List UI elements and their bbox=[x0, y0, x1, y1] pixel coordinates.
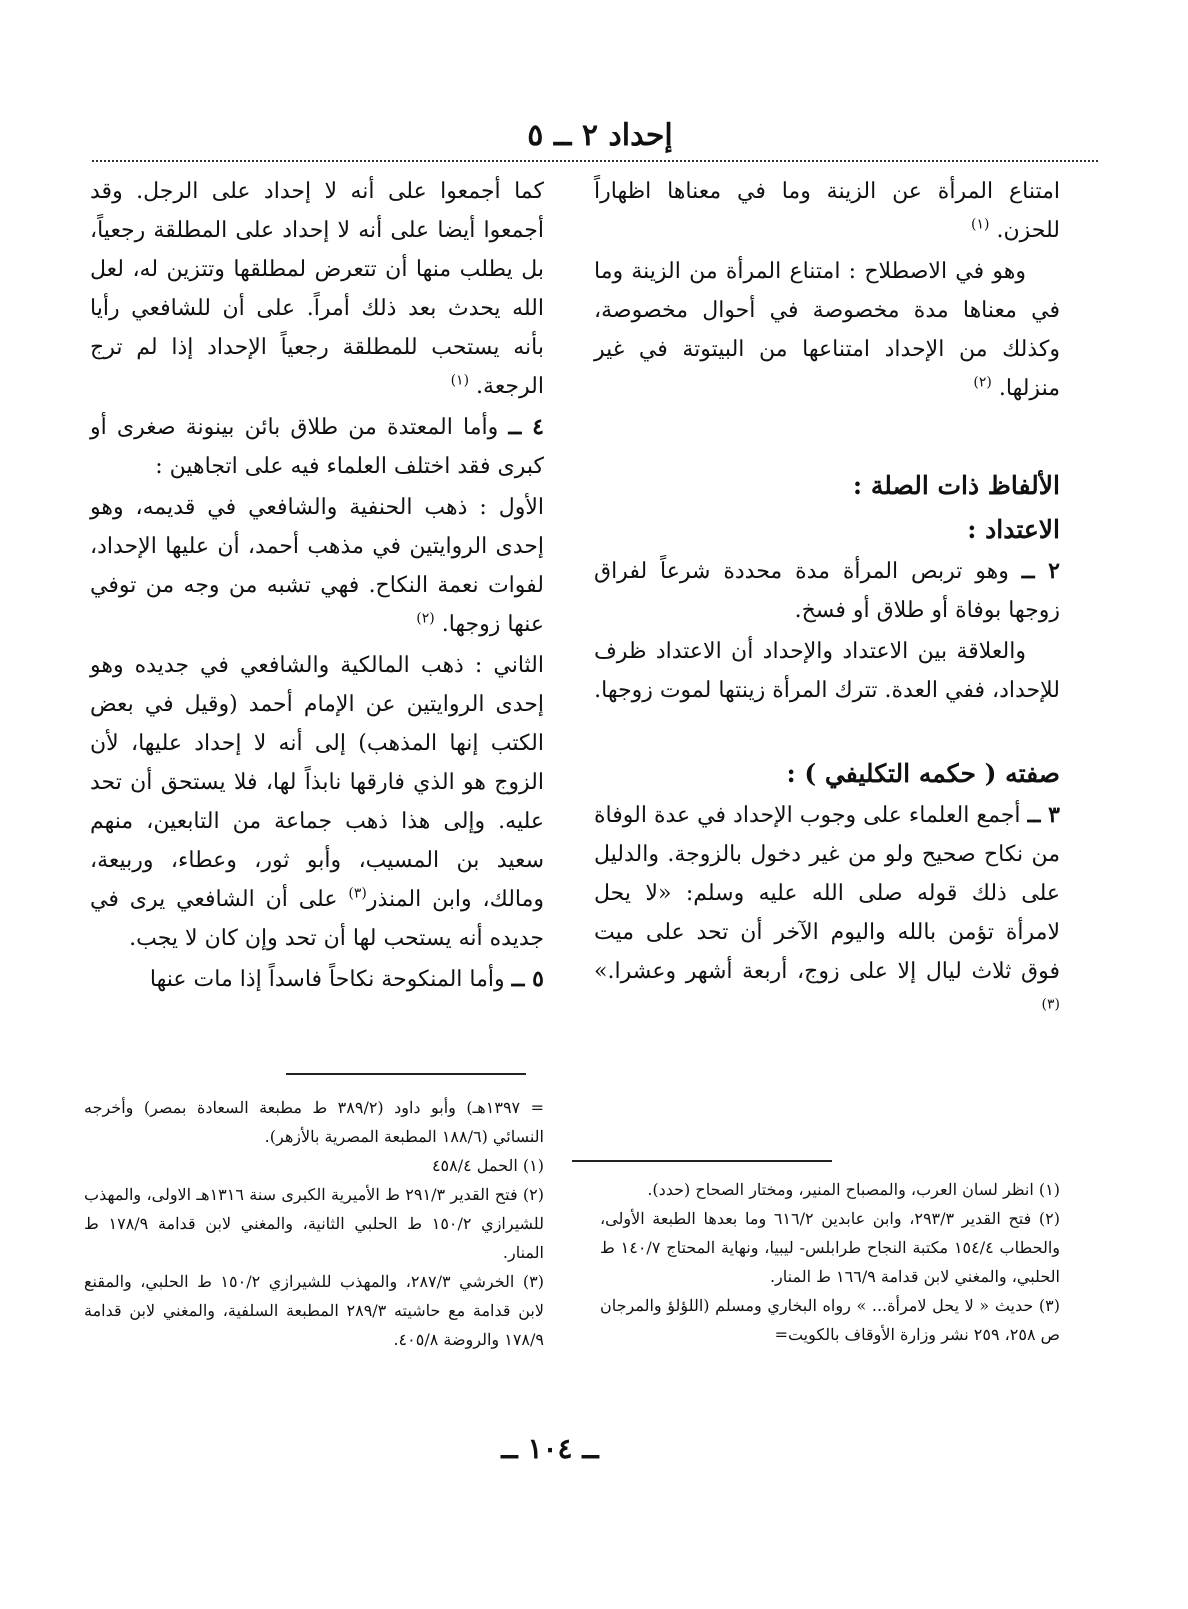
footnote-rule-right bbox=[572, 1160, 832, 1162]
paragraph-number: ٢ ــ bbox=[1021, 558, 1060, 584]
relation-paragraph: والعلاقة بين الاعتداد والإحداد أن الاعتداد ظرف للإحداد، ففي العدة. تترك المرأة زينتها لموت زوجها. bbox=[594, 639, 1060, 703]
footnote-ref[interactable]: (١) bbox=[971, 216, 990, 233]
numbered-paragraph-4: ٤ ــ وأما المعتدة من طلاق بائن بينونة صغرى أو كبرى فقد اختلف العلماء فيه على اتجاهين : bbox=[90, 414, 544, 479]
footnote-ref[interactable]: (٣) bbox=[1041, 996, 1060, 1013]
paragraph-number: ٤ ــ bbox=[508, 414, 544, 440]
footnote-1: (١) انظر لسان العرب، والمصباح المنير، ومختار الصحاح (حدد). bbox=[647, 1180, 1060, 1199]
footnote-1: (١) الحمل ٤٥٨/٤ bbox=[431, 1156, 544, 1175]
terminology-paragraph: وهو في الاصطلاح : امتناع المرأة من الزينة وما في معناها مدة مخصوصة في أحوال مخصوصة، وكذلك من الإحداد امتناعها من البيتوتة في غير منزلها. $^{(٢)}$ bbox=[594, 259, 1060, 401]
footnote-2: (٢) فتح القدير ٢٩١/٣ ط الأميرية الكبرى سنة ١٣١٦هـ الاولى، والمهذب للشيرازي ١٥٠/٢ ط الحلبي الثانية، والمغني لابن قدامة ١٧٨/٩ ط المنار. bbox=[84, 1185, 544, 1262]
section-heading-ruling: صفته ( حكمه التكليفي ) : bbox=[786, 759, 1060, 788]
consensus-paragraph: كما أجمعوا على أنه لا إحداد على الرجل. وقد أجمعوا أيضا على أنه لا إحداد على المطلقة رجعياً، بل يطلب منها أن تتعرض لمطلقها وتتزين له، لعل الله يحدث بعد ذلك أمراً. على أن للشافعي رأيا بأنه يستحب للمطلقة رجعياً الإحداد إذا لم ترج الرجعة. $^{(١)}$ bbox=[90, 179, 544, 399]
section-heading-related-terms: الألفاظ ذات الصلة : bbox=[852, 471, 1060, 500]
paragraph-number: ٥ ــ bbox=[511, 966, 544, 992]
running-header: إحداد ٢ ــ ٥ bbox=[527, 118, 673, 153]
footnote-ref[interactable]: (١) bbox=[450, 372, 470, 389]
header-dotted-rule bbox=[92, 160, 1098, 162]
footnote-ref[interactable]: (٢) bbox=[973, 374, 992, 391]
second-opinion-paragraph: الثاني : ذهب المالكية والشافعي في جديده وهو إحدى الروايتين عن الإمام أحمد (وقيل في بعض الكتب إنها المذهب) إلى أنه لا إحداد عليها، لأن الزوج هو الذي فارقها نابذاً لها، فلا يستحق أن تحد عليه. وإلى هذا ذهب جماعة من التابعين، منهم سعيد بن المسيب، وأبو ثور، وعطاء، وربيعة، ومالك، وابن المنذر$^{(٣)}$ على أن الشافعي يرى في جديده أنه يستحب لها أن تحد وإن كان لا يجب. bbox=[90, 653, 545, 951]
right-column bbox=[594, 172, 1060, 1032]
page-number: ــ ١٠٤ ــ bbox=[501, 1432, 599, 1465]
footnote-ref[interactable]: (٣) bbox=[348, 885, 367, 902]
footnote-3: (٣) الخرشي ٢٨٧/٣، والمهذب للشيرازي ١٥٠/٢ ط الحلبي، والمقنع لابن قدامة مع حاشيته ٢٨٩/٣ المطبعة السلفية، والمغني لابن قدامة ١٧٨/٩ والروضة ٤٠٥/٨. bbox=[84, 1272, 544, 1349]
first-opinion-paragraph: الأول : ذهب الحنفية والشافعي في قديمه، وهو إحدى الروايتين في مذهب أحمد، أن عليها الإحداد، لفوات نعمة النكاح. فهي تشبه من وجه من توفي عنها زوجها. $^{(٢)}$ bbox=[90, 495, 544, 637]
footnote-2: (٢) فتح القدير ٢٩٣/٣، وابن عابدين ٦١٦/٢ وما بعدها الطبعة الأولى، والحطاب ١٥٤/٤ مكتبة النجاح طرابلس- ليبيا، ونهاية المحتاج ١٤٠/٧ ط الحلبي، والمغني لابن قدامة ١٦٦/٩ ط المنار. bbox=[600, 1209, 1060, 1286]
left-column bbox=[90, 172, 544, 1001]
footnote-continuation: = ١٣٩٧هـ) وأبو داود (٣٨٩/٢ ط مطبعة السعادة بمصر) وأخرجه النسائي (١٨٨/٦ المطبعة المصرية بالأزهر). bbox=[84, 1098, 544, 1146]
footnote-rule-left bbox=[286, 1073, 526, 1075]
footnote-ref[interactable]: (٢) bbox=[416, 610, 435, 627]
numbered-paragraph-3: ٣ ــ أجمع العلماء على وجوب الإحداد في عدة الوفاة من نكاح صحيح ولو من غير دخول بالزوجة. والدليل على ذلك قوله صلى الله عليه وسلم: «لا يحل لامرأة تؤمن بالله واليوم الآخر أن تحد على ميت فوق ثلاث ليال إلا على زوج، أربعة أشهر وعشرا.» $^{(٣)}$ bbox=[594, 802, 1060, 1013]
spacer bbox=[594, 410, 1060, 464]
subheading-itidad: الاعتداد : bbox=[967, 515, 1060, 544]
footnotes-left bbox=[84, 1093, 544, 1354]
numbered-paragraph-5: ٥ ــ وأما المنكوحة نكاحاً فاسداً إذا مات عنها bbox=[149, 966, 544, 992]
paragraph-number: ٣ ــ bbox=[1027, 802, 1060, 828]
definition-paragraph: امتناع المرأة عن الزينة وما في معناها اظهاراً للحزن. $^{(١)}$ bbox=[594, 179, 1060, 243]
numbered-paragraph-2: ٢ ــ وهو تربص المرأة مدة محددة شرعاً لفراق زوجها بوفاة أو طلاق أو فسخ. bbox=[594, 558, 1060, 623]
spacer bbox=[594, 712, 1060, 752]
footnotes-right bbox=[600, 1175, 1060, 1349]
footnote-3: (٣) حديث « لا يحل لامرأة... » رواه البخاري ومسلم (اللؤلؤ والمرجان ص ٢٥٨، ٢٥٩ نشر وزارة الأوقاف بالكويت= bbox=[600, 1296, 1060, 1344]
